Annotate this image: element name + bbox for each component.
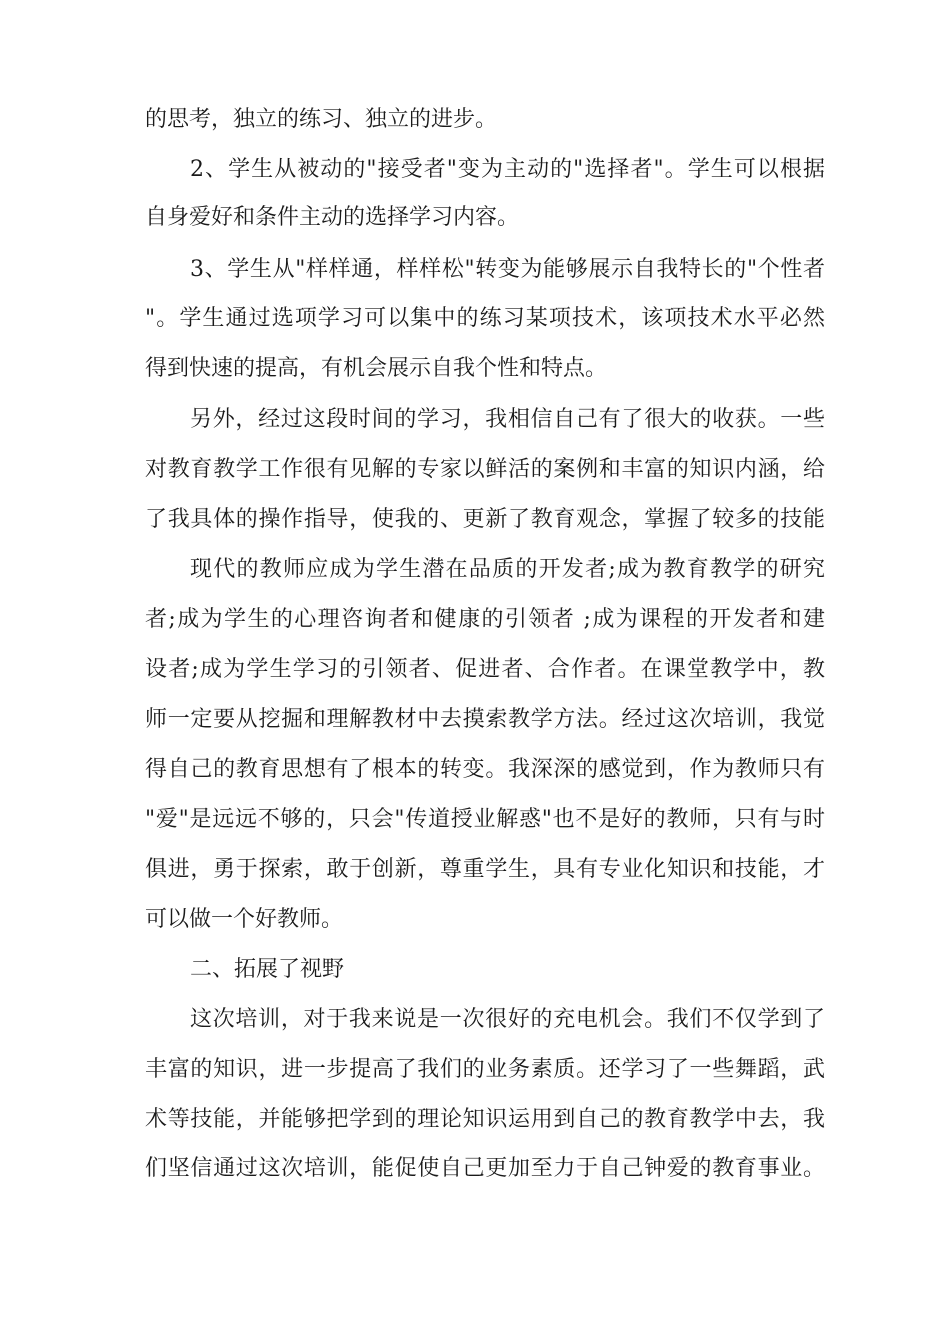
text-line: 自身爱好和条件主动的选择学习内容。 bbox=[145, 205, 520, 230]
text-line: 现代的教师应成为学生潜在品质的开发者;成为教育教学的研究 bbox=[190, 557, 825, 582]
text-line: 对教育教学工作很有见解的专家以鲜活的案例和丰富的知识内涵，给 bbox=[145, 457, 825, 482]
text-line: "爱"是远远不够的，只会"传道授业解惑"也不是好的教师，只有与时 bbox=[145, 807, 825, 832]
text-line: 术等技能，并能够把学到的理论知识运用到自己的教育教学中去，我 bbox=[145, 1107, 825, 1132]
text-line: 们坚信通过这次培训，能促使自己更加至力于自己钟爱的教育事业。 bbox=[145, 1156, 825, 1181]
text-line: 这次培训，对于我来说是一次很好的充电机会。我们不仅学到了 bbox=[190, 1007, 825, 1032]
text-line: 3、学生从"样样通，样样松"转变为能够展示自我特长的"个性者 bbox=[190, 257, 825, 282]
text-line: 俱进，勇于探索，敢于创新，尊重学生，具有专业化知识和技能，才 bbox=[145, 857, 825, 882]
text-line: "。学生通过选项学习可以集中的练习某项技术，该项技术水平必然 bbox=[145, 306, 825, 331]
text-line: 者;成为学生的心理咨询者和健康的引领者 ;成为课程的开发者和建 bbox=[145, 607, 825, 632]
text-line: 可以做一个好教师。 bbox=[145, 907, 344, 932]
text-line: 设者;成为学生学习的引领者、促进者、合作者。在课堂教学中，教 bbox=[145, 657, 825, 682]
text-line: 丰富的知识，进一步提高了我们的业务素质。还学习了一些舞蹈，武 bbox=[145, 1057, 825, 1082]
text-line: 2、学生从被动的"接受者"变为主动的"选择者"。学生可以根据 bbox=[190, 157, 825, 182]
text-line: 师一定要从挖掘和理解教材中去摸索教学方法。经过这次培训，我觉 bbox=[145, 707, 825, 732]
section-heading: 二、拓展了视野 bbox=[190, 957, 345, 982]
text-line: 的思考，独立的练习、独立的进步。 bbox=[145, 107, 498, 132]
text-line: 了我具体的操作指导，使我的、更新了教育观念，掌握了较多的技能 bbox=[145, 507, 825, 532]
text-line: 得到快速的提高，有机会展示自我个性和特点。 bbox=[145, 356, 608, 381]
text-line: 另外，经过这段时间的学习，我相信自己有了很大的收获。一些 bbox=[190, 407, 825, 432]
text-line: 得自己的教育思想有了根本的转变。我深深的感觉到，作为教师只有 bbox=[145, 757, 825, 782]
